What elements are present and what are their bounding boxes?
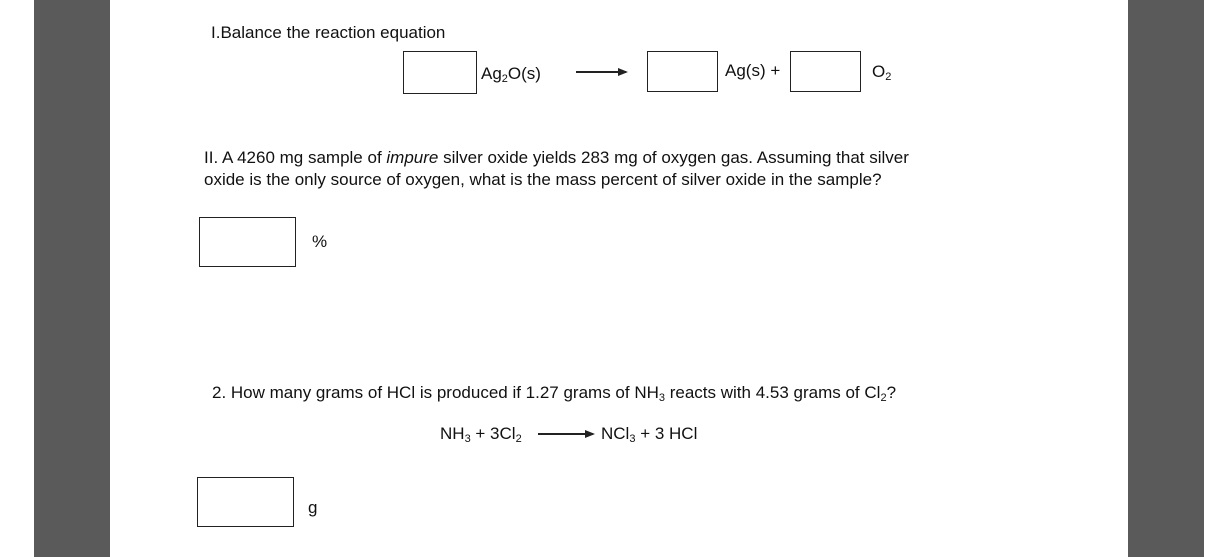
mass-percent-answer-box[interactable] xyxy=(199,217,296,267)
part2-question-line1: II. A 4260 mg sample of impure silver oxide yields 283 mg of oxygen gas. Assuming that silver xyxy=(204,148,909,167)
grams-hcl-answer-box[interactable] xyxy=(197,477,294,527)
screen-margin-right xyxy=(1204,0,1220,557)
percent-unit: % xyxy=(312,232,328,251)
gray-gutter-right xyxy=(1128,0,1204,557)
grams-unit: g xyxy=(308,498,318,517)
worksheet-page xyxy=(110,0,1128,557)
coefficient-box-ag[interactable] xyxy=(647,51,718,92)
equation-products: NCl$_3$ + 3 HCl xyxy=(601,424,698,445)
product-ag: Ag(s) + xyxy=(725,61,781,80)
part1-title: I.Balance the reaction equation xyxy=(211,23,446,42)
coefficient-box-o2[interactable] xyxy=(790,51,861,92)
reaction-arrow-1 xyxy=(576,71,626,73)
part2-question-line2: oxide is the only source of oxygen, what is the mass percent of silver oxide in the sample? xyxy=(204,170,882,189)
product-o2: $O_2$ xyxy=(872,62,892,83)
reactant-ag2o: $Ag_2O(s)$ xyxy=(481,64,541,85)
equation-reactants: $NH_3 + 3Cl_2$ xyxy=(440,424,522,445)
screen-margin-left xyxy=(0,0,34,557)
part3-question: 2. How many grams of HCl is produced if 1.27 grams of $NH_3$ reacts with 4.53 grams of $Cl_2$? xyxy=(212,383,897,404)
reaction-arrow-2 xyxy=(538,433,593,435)
coefficient-box-ag2o[interactable] xyxy=(403,51,477,94)
gray-gutter-left xyxy=(34,0,110,557)
